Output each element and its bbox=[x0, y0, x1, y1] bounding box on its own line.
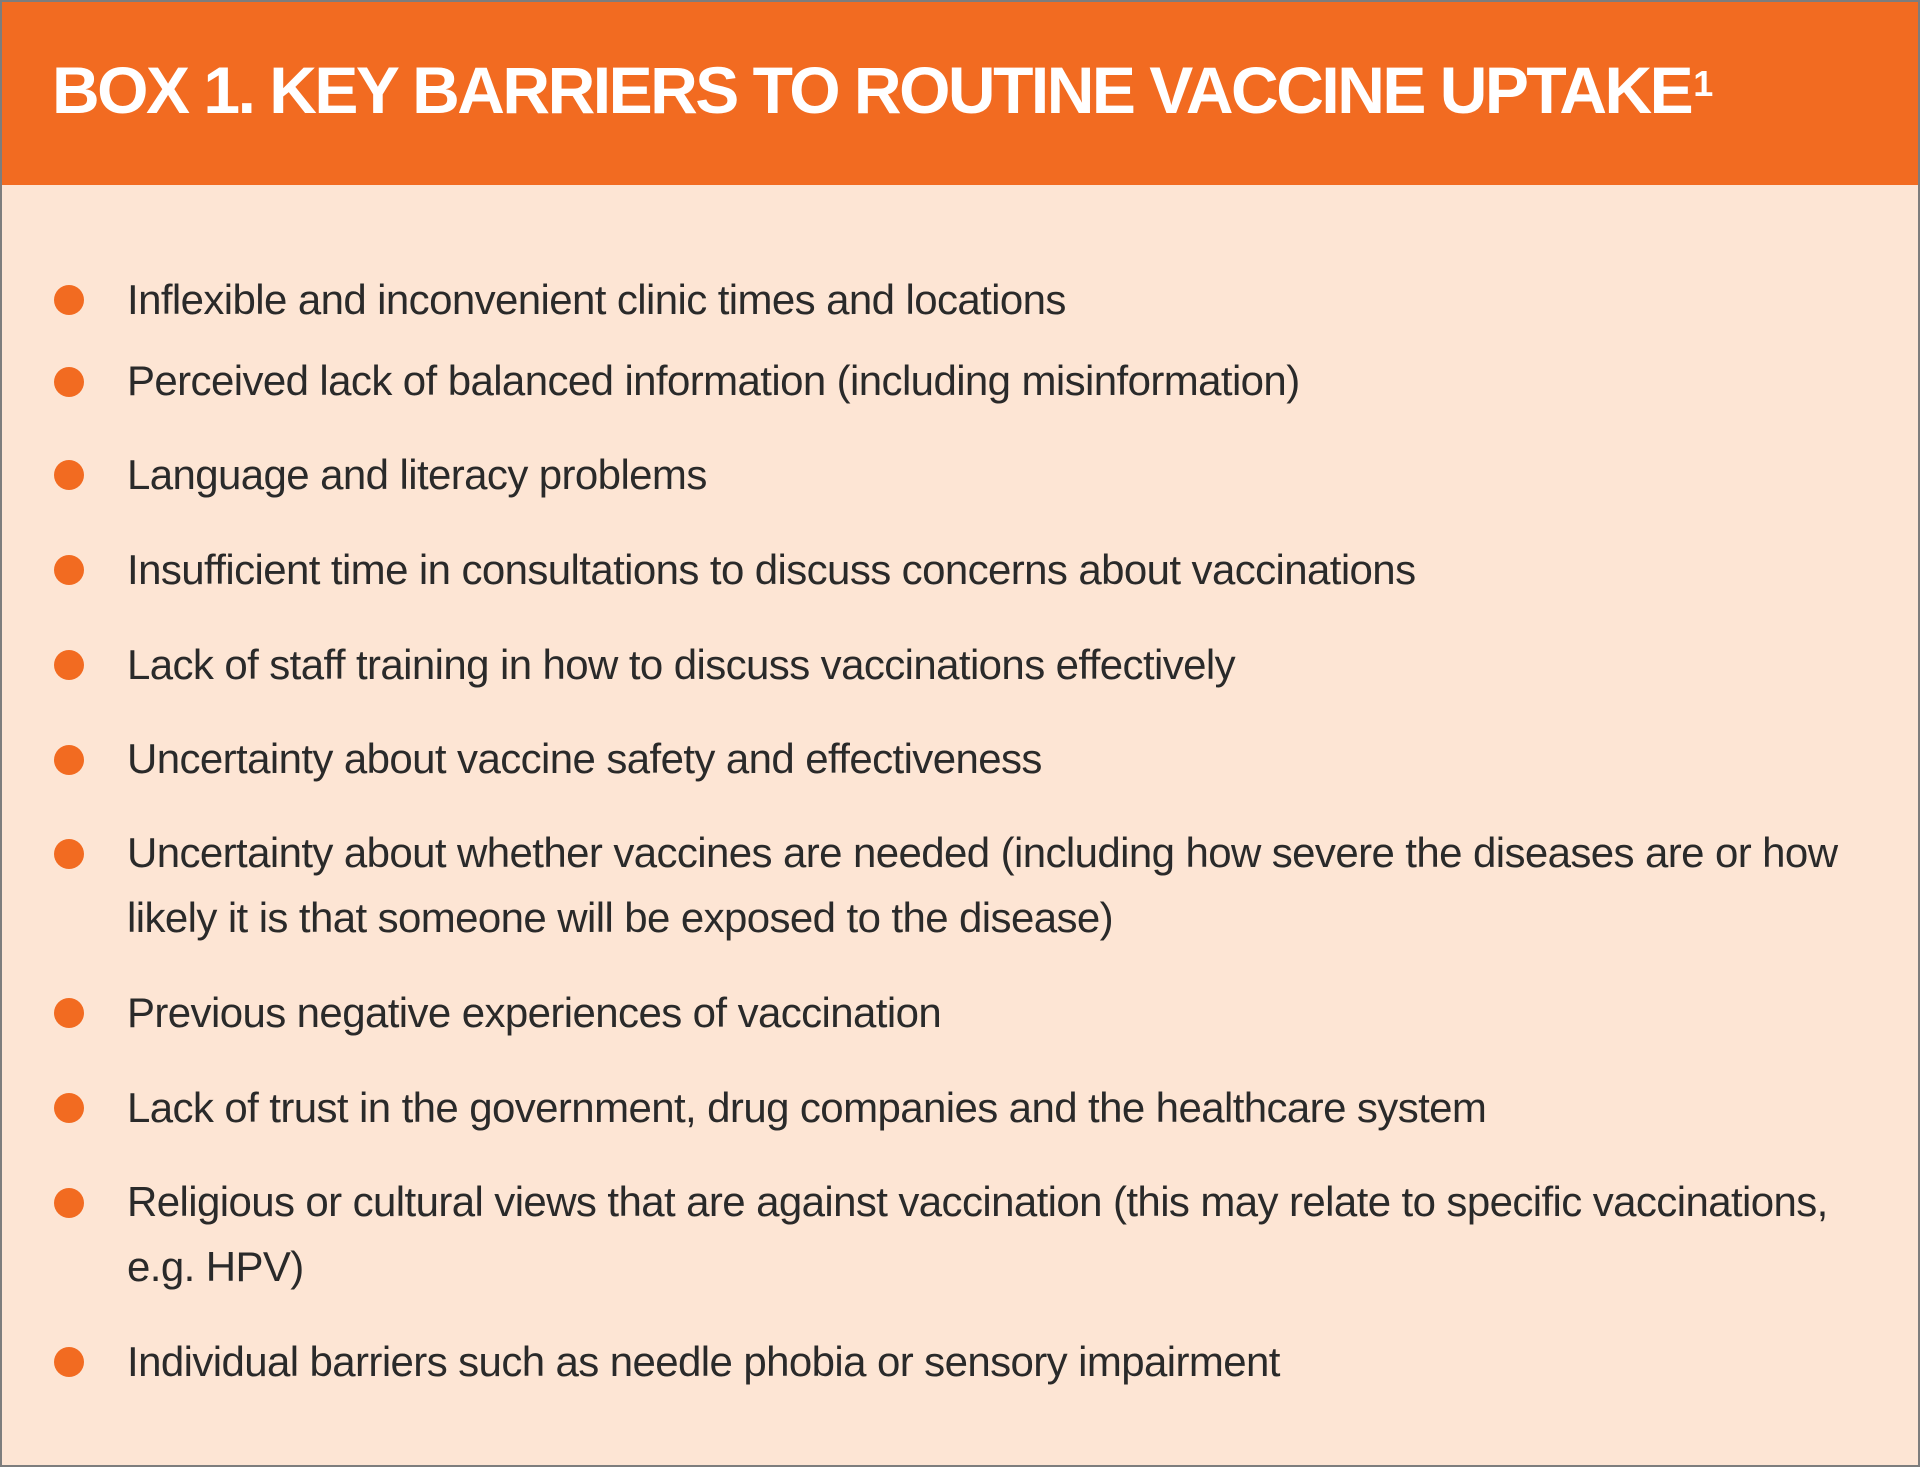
bullet-icon bbox=[54, 1093, 84, 1123]
bullet-icon bbox=[54, 1347, 84, 1377]
barrier-text: Perceived lack of balanced information (including misinformation) bbox=[127, 357, 1300, 404]
barrier-text: Inflexible and inconvenient clinic times and locations bbox=[127, 276, 1066, 323]
barrier-text: Uncertainty about vaccine safety and effectiveness bbox=[127, 735, 1042, 782]
bullet-icon bbox=[54, 1188, 84, 1218]
barrier-text: Lack of trust in the government, drug companies and the healthcare system bbox=[127, 1084, 1487, 1131]
bullet-icon bbox=[54, 460, 84, 490]
barrier-text: Insufficient time in consultations to discuss concerns about vaccinations bbox=[127, 546, 1416, 593]
barrier-text: Language and literacy problems bbox=[127, 451, 707, 498]
bullet-icon bbox=[54, 285, 84, 315]
barrier-text: Religious or cultural views that are against vaccination (this may relate to specific vaccinations, e.g. HPV) bbox=[127, 1178, 1828, 1290]
box-header bbox=[2, 2, 1918, 185]
barrier-text: Uncertainty about whether vaccines are needed (including how severe the diseases are or how likely it is that someone will be exposed to the disease) bbox=[127, 829, 1838, 941]
box-title-text: BOX 1. KEY BARRIERS TO ROUTINE VACCINE UPTAKE bbox=[52, 53, 1692, 127]
barrier-text: Individual barriers such as needle phobia or sensory impairment bbox=[127, 1338, 1280, 1385]
barrier-text: Lack of staff training in how to discuss vaccinations effectively bbox=[127, 641, 1236, 688]
title-reference-superscript: 1 bbox=[1693, 63, 1714, 104]
bullet-icon bbox=[54, 367, 84, 397]
bullet-icon bbox=[54, 839, 84, 869]
barrier-text: Previous negative experiences of vaccination bbox=[127, 989, 942, 1036]
bullet-icon bbox=[54, 555, 84, 585]
box-title bbox=[52, 50, 1713, 130]
bullet-icon bbox=[54, 650, 84, 680]
bullet-icon bbox=[54, 998, 84, 1028]
bullet-icon bbox=[54, 745, 84, 775]
